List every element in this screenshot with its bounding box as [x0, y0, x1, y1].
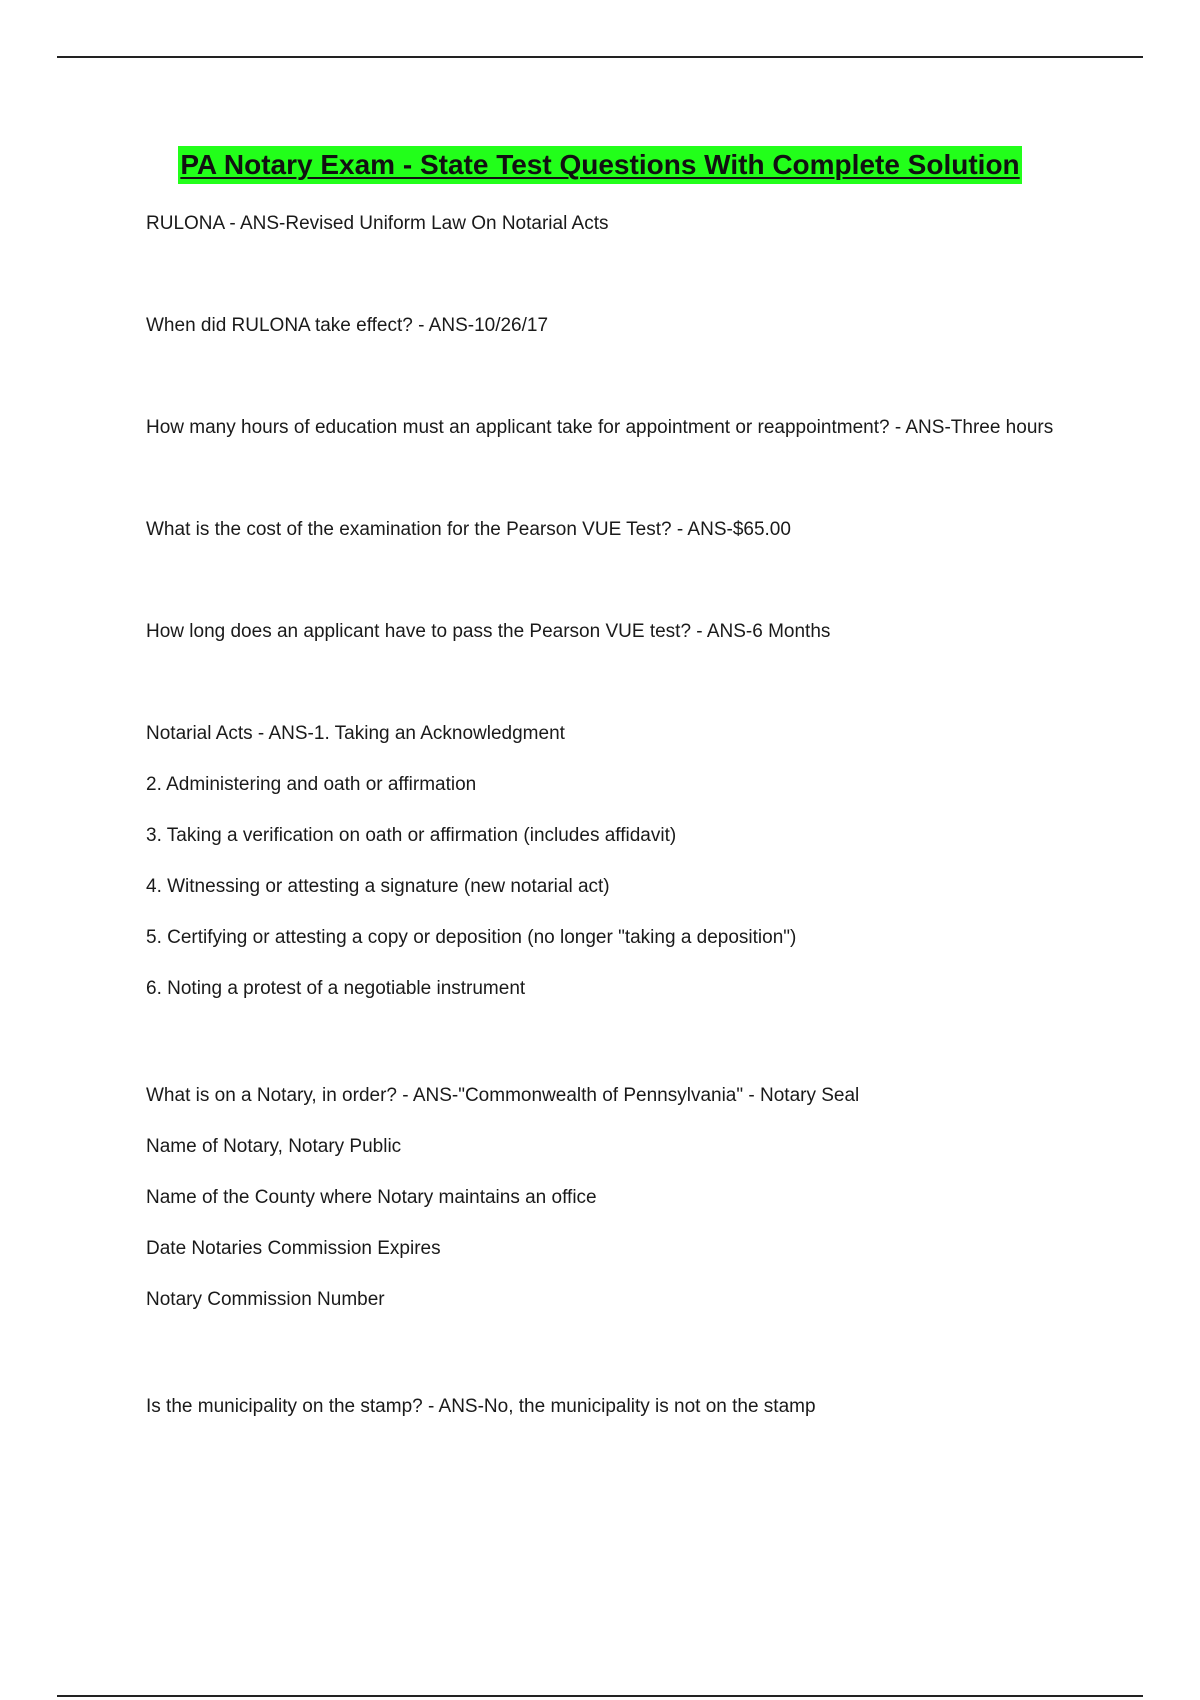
- qa-entry: RULONA - ANS-Revised Uniform Law On Notarial Acts: [146, 213, 609, 234]
- list-item: 5. Certifying or attesting a copy or deposition (no longer "taking a deposition"): [146, 927, 797, 948]
- list-item: Date Notaries Commission Expires: [146, 1238, 441, 1259]
- qa-entry: How many hours of education must an applicant take for appointment or reappointment? - ANS-Three hours: [146, 417, 1054, 438]
- qa-entry: What is the cost of the examination for the Pearson VUE Test? - ANS-$65.00: [146, 519, 791, 540]
- qa-entry: Is the municipality on the stamp? - ANS-No, the municipality is not on the stamp: [146, 1396, 816, 1417]
- list-item: 6. Noting a protest of a negotiable instrument: [146, 978, 526, 999]
- list-item: Name of the County where Notary maintains an office: [146, 1187, 597, 1208]
- qa-entry: What is on a Notary, in order? - ANS-"Commonwealth of Pennsylvania" - Notary Seal: [146, 1085, 860, 1106]
- qa-entry: How long does an applicant have to pass the Pearson VUE test? - ANS-6 Months: [146, 621, 831, 642]
- top-rule: [57, 56, 1143, 58]
- list-item: Name of Notary, Notary Public: [146, 1136, 402, 1157]
- list-item: 3. Taking a verification on oath or affirmation (includes affidavit): [146, 825, 677, 846]
- document-title: PA Notary Exam - State Test Questions With Complete Solution: [178, 146, 1021, 184]
- qa-entry: Notarial Acts - ANS-1. Taking an Acknowledgment: [146, 723, 565, 744]
- list-item: Notary Commission Number: [146, 1289, 385, 1310]
- title-container: [0, 146, 1200, 184]
- list-item: 2. Administering and oath or affirmation: [146, 774, 477, 795]
- bottom-rule: [57, 1695, 1143, 1697]
- qa-entry: When did RULONA take effect? - ANS-10/26/17: [146, 315, 549, 336]
- document-body: [146, 208, 1076, 1423]
- list-item: 4. Witnessing or attesting a signature (new notarial act): [146, 876, 610, 897]
